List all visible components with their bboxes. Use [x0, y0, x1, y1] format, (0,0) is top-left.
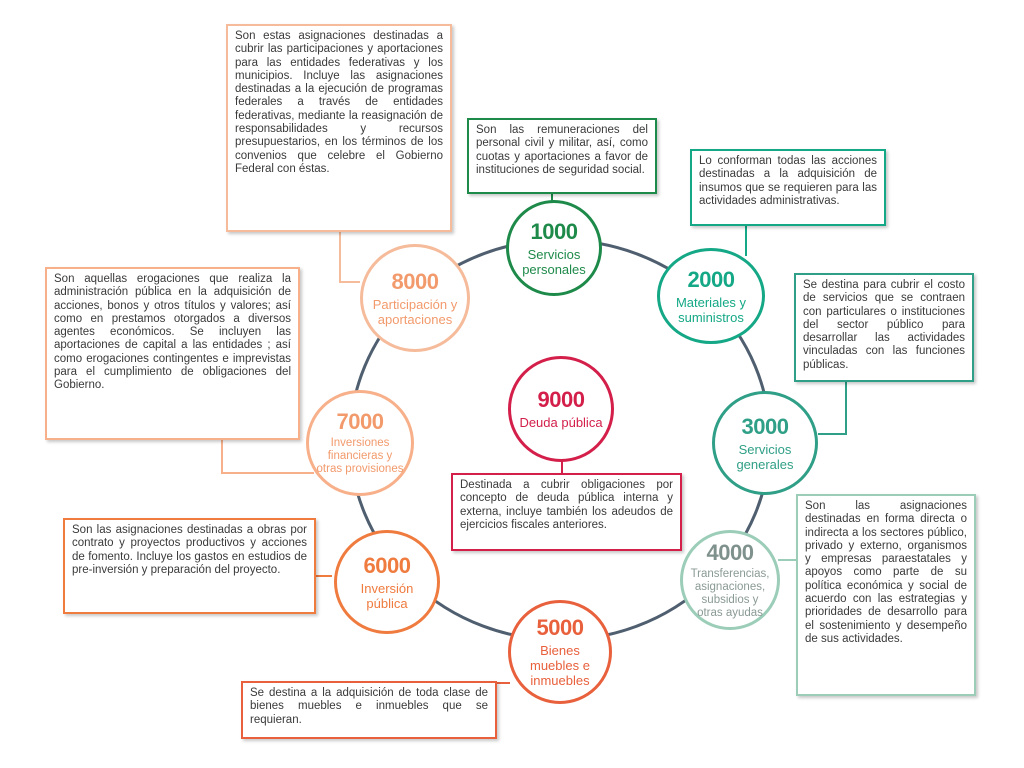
circle-9000-number: 9000	[537, 387, 585, 412]
circle-1000-servicios-personales[interactable]	[506, 200, 602, 296]
description-box-5000	[241, 681, 497, 739]
description-box-9000	[451, 473, 682, 551]
circle-2000-label: Materiales y suministros	[675, 294, 747, 325]
circle-7000-label: Inversiones financieras y otras provisiones	[316, 437, 404, 475]
description-text-7000: Son aquellas erogaciones que realiza la administración pública en la adquisición de acciones, bonos y otros títulos y valores; así como en prestamos otorgados a diversos agentes económicos. Se incluyen las aportaciones de capital a las entidades ; así como erogaciones contingentes e imprevistas para el cumplimiento de obligaciones del Gobierno.	[54, 273, 291, 392]
connector-8000	[340, 232, 360, 282]
circle-8000-participacion-aportaciones[interactable]	[360, 244, 470, 352]
circle-4000-label: Transferencias, asignaciones, subsidios y otras ayudas	[690, 567, 770, 619]
description-text-9000: Destinada a cubrir obligaciones por concepto de deuda pública interna y externa, incluye también los adeudos de ejercicios fiscales anteriores.	[460, 479, 673, 531]
description-box-4000	[796, 494, 976, 696]
circle-6000-inversion-publica[interactable]	[334, 530, 440, 634]
description-text-6000: Son las asignaciones destinadas a obras por contrato y proyectos productivos y acciones de fomento. Incluye los gastos en estudios de pre-inversión y preparación del proyecto.	[72, 524, 307, 576]
circle-2000-number: 2000	[687, 266, 735, 292]
circle-9000-label: Deuda pública	[519, 415, 603, 430]
description-text-3000: Se destina para cubrir el costo de servicios que se contraen con particulares o instituciones del sector público para desarrollar las actividades vinculadas con las funciones públicas.	[803, 279, 965, 371]
circle-1000-number: 1000	[530, 218, 578, 244]
description-box-2000	[690, 149, 886, 226]
description-text-4000: Son las asignaciones destinadas en forma directa o indirecta a los sectores público, privado y externo, organismos y empresas paraestatales y apoyos como parte de su política económica y social de acuerdo con las estrategias y prioridades de desarrollo para el sostenimiento y desempeño de sus actividades.	[805, 500, 967, 645]
description-text-8000: Son estas asignaciones destinadas a cubrir las participaciones y aportaciones para las entidades federativas y los municipios. Incluye las asignaciones destinadas a la ejecución de programas federales a través de entidades federativas, mediante la reasignación de responsabilidades y recursos presupuestarios, en los términos de los convenios que celebre el Gobierno Federal con éstas.	[235, 30, 443, 175]
circle-2000-materiales-suministros[interactable]	[657, 248, 765, 344]
circle-5000-bienes-muebles-inmuebles[interactable]	[508, 600, 612, 704]
description-box-1000	[467, 118, 657, 194]
description-box-7000	[45, 267, 300, 440]
circle-3000-servicios-generales[interactable]	[712, 391, 818, 495]
circle-4000-transferencias[interactable]	[680, 530, 780, 630]
description-text-2000: Lo conforman todas las acciones destinadas a la adquisición de insumos que se requieren para las actividades administrativas.	[699, 155, 877, 207]
description-text-5000: Se destina a la adquisición de toda clase de bienes muebles e inmuebles que se requieran.	[250, 687, 488, 726]
connector-7000	[222, 440, 314, 473]
circle-6000-label: Inversión pública	[360, 580, 414, 611]
circle-3000-number: 3000	[741, 413, 789, 439]
circle-9000-deuda-publica[interactable]	[508, 356, 614, 462]
circle-8000-number: 8000	[391, 268, 439, 294]
description-text-1000: Son las remuneraciones del personal civil y militar, así, como cuotas y aportaciones a favor de instituciones de seguridad social.	[476, 124, 648, 176]
circle-5000-label: Bienes muebles e inmuebles	[530, 643, 590, 688]
description-box-6000	[63, 518, 316, 614]
circle-3000-label: Servicios generales	[736, 441, 794, 472]
circle-7000-inversiones-financieras[interactable]	[306, 390, 414, 496]
circle-6000-number: 6000	[363, 552, 411, 578]
description-box-3000	[794, 273, 974, 382]
circle-8000-label: Participación y aportaciones	[372, 296, 458, 327]
circle-5000-number: 5000	[536, 615, 584, 640]
description-box-8000	[226, 24, 452, 232]
circle-7000-number: 7000	[336, 409, 384, 434]
circle-4000-number: 4000	[706, 539, 754, 565]
circle-1000-label: Servicios personales	[522, 246, 586, 277]
connector-3000	[818, 382, 846, 434]
